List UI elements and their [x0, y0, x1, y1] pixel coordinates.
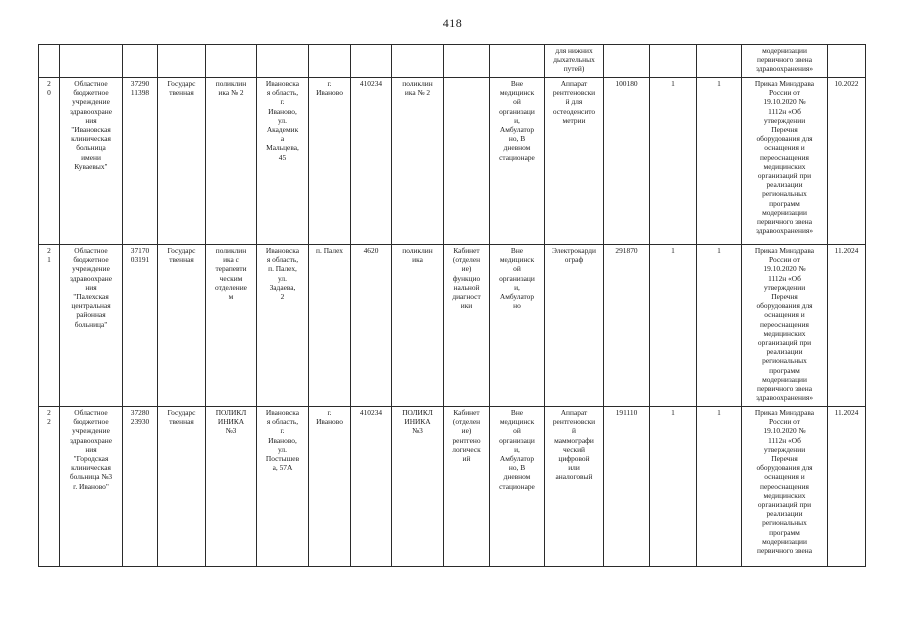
ownership-form-cell: Государс твенная	[158, 407, 206, 567]
room-cell	[444, 45, 490, 78]
equipment-code-cell: 191110	[604, 407, 650, 567]
organization-name-cell: Областное бюджетное учреждение здравоохране ния "Ивановская клиническая больница имени Куваевых"	[60, 78, 123, 245]
care-conditions-cell: Вне медицинск ой организаци и, Амбулатор но, В дневном стационаре	[490, 407, 545, 567]
quantity-cell	[697, 45, 742, 78]
equipment-name-cell: Электрокарди ограф	[545, 245, 604, 407]
address-cell	[257, 45, 309, 78]
regulatory-document-cell: Приказ Минздрава России от 19.10.2020 № 1112н «Об утверждении Перечня оборудования для оснащения и переоснащения медицинских организаций при реализации региональных программ модернизации первичного звена здравоохранения»	[742, 245, 828, 407]
organization-code-cell	[123, 45, 158, 78]
address-cell: Ивановска я область, г. Иваново, ул. Академик а Мальцева, 45	[257, 78, 309, 245]
equipment-code-cell: 291870	[604, 245, 650, 407]
okato-code-cell: 410234	[351, 78, 392, 245]
subdivision-cell: поликлин ика	[392, 245, 444, 407]
date-cell: 11.2024	[828, 245, 866, 407]
care-conditions-cell	[490, 45, 545, 78]
row-number-cell: 2 1	[39, 245, 60, 407]
page-number: 418	[442, 16, 463, 30]
table-row	[39, 245, 866, 407]
regulatory-document-cell: Приказ Минздрава России от 19.10.2020 № 1112н «Об утверждении Перечня оборудования для оснащения и переоснащения медицинских организаций при реализации региональных программ модернизации первичного звена	[742, 407, 828, 567]
equipment-code-cell: 100180	[604, 78, 650, 245]
room-cell	[444, 78, 490, 245]
subdivision-cell: ПОЛИКЛ ИНИКА №3	[392, 407, 444, 567]
organization-name-cell: Областное бюджетное учреждение здравоохране ния "Палехская центральная районная больница"	[60, 245, 123, 407]
ownership-form-cell	[158, 45, 206, 78]
table-row	[39, 407, 866, 567]
care-conditions-cell: Вне медицинск ой организаци и, Амбулатор но, В дневном стационаре	[490, 78, 545, 245]
quantity-cell: 1	[697, 78, 742, 245]
quantity-cell	[650, 45, 697, 78]
row-number-cell: 2 2	[39, 407, 60, 567]
quantity-cell: 1	[650, 78, 697, 245]
address-cell: Ивановска я область, г. Иваново, ул. Постышев а, 57А	[257, 407, 309, 567]
equipment-name-cell: Аппарат рентгеновски й для остеоденсито метрии	[545, 78, 604, 245]
ownership-form-cell: Государс твенная	[158, 245, 206, 407]
equipment-registry-table	[38, 44, 866, 567]
structural-unit-cell: поликлин ика № 2	[206, 78, 257, 245]
room-cell: Кабинет (отделен ие) функцио нальной диагност ики	[444, 245, 490, 407]
date-cell: 11.2024	[828, 407, 866, 567]
care-conditions-cell: Вне медицинск ой организаци и, Амбулатор но	[490, 245, 545, 407]
equipment-name-cell: для нижних дыхательных путей)	[545, 45, 604, 78]
structural-unit-cell	[206, 45, 257, 78]
row-number-cell	[39, 45, 60, 78]
settlement-cell: г. Иваново	[309, 407, 351, 567]
settlement-cell: п. Палех	[309, 245, 351, 407]
room-cell: Кабинет (отделен ие) рентгено логическ ий	[444, 407, 490, 567]
regulatory-document-cell: модернизации первичного звена здравоохранения»	[742, 45, 828, 78]
subdivision-cell	[392, 45, 444, 78]
regulatory-document-cell: Приказ Минздрава России от 19.10.2020 № 1112н «Об утверждении Перечня оборудования для оснащения и переоснащения медицинских организаций при реализации региональных программ модернизации первичного звена здравоохранения»	[742, 78, 828, 245]
date-cell	[828, 45, 866, 78]
date-cell: 10.2022	[828, 78, 866, 245]
quantity-cell: 1	[650, 245, 697, 407]
okato-code-cell: 410234	[351, 407, 392, 567]
equipment-name-cell: Аппарат рентгеновски й маммографи ческий цифровой или аналоговый	[545, 407, 604, 567]
settlement-cell	[309, 45, 351, 78]
quantity-cell: 1	[697, 245, 742, 407]
settlement-cell: г. Иваново	[309, 78, 351, 245]
table-row	[39, 78, 866, 245]
organization-name-cell: Областное бюджетное учреждение здравоохране ния "Городская клиническая больница №3 г. Иваново"	[60, 407, 123, 567]
structural-unit-cell: поликлин ика с терапевти ческим отделение м	[206, 245, 257, 407]
organization-code-cell: 37170 03191	[123, 245, 158, 407]
okato-code-cell: 4620	[351, 245, 392, 407]
ownership-form-cell: Государс твенная	[158, 78, 206, 245]
quantity-cell: 1	[650, 407, 697, 567]
organization-code-cell: 37280 23930	[123, 407, 158, 567]
organization-name-cell	[60, 45, 123, 78]
address-cell: Ивановска я область, п. Палех, ул. Задаева, 2	[257, 245, 309, 407]
table-row	[39, 45, 866, 78]
row-number-cell: 2 0	[39, 78, 60, 245]
okato-code-cell	[351, 45, 392, 78]
quantity-cell: 1	[697, 407, 742, 567]
structural-unit-cell: ПОЛИКЛ ИНИКА №3	[206, 407, 257, 567]
equipment-code-cell	[604, 45, 650, 78]
organization-code-cell: 37290 11398	[123, 78, 158, 245]
subdivision-cell: поликлин ика № 2	[392, 78, 444, 245]
